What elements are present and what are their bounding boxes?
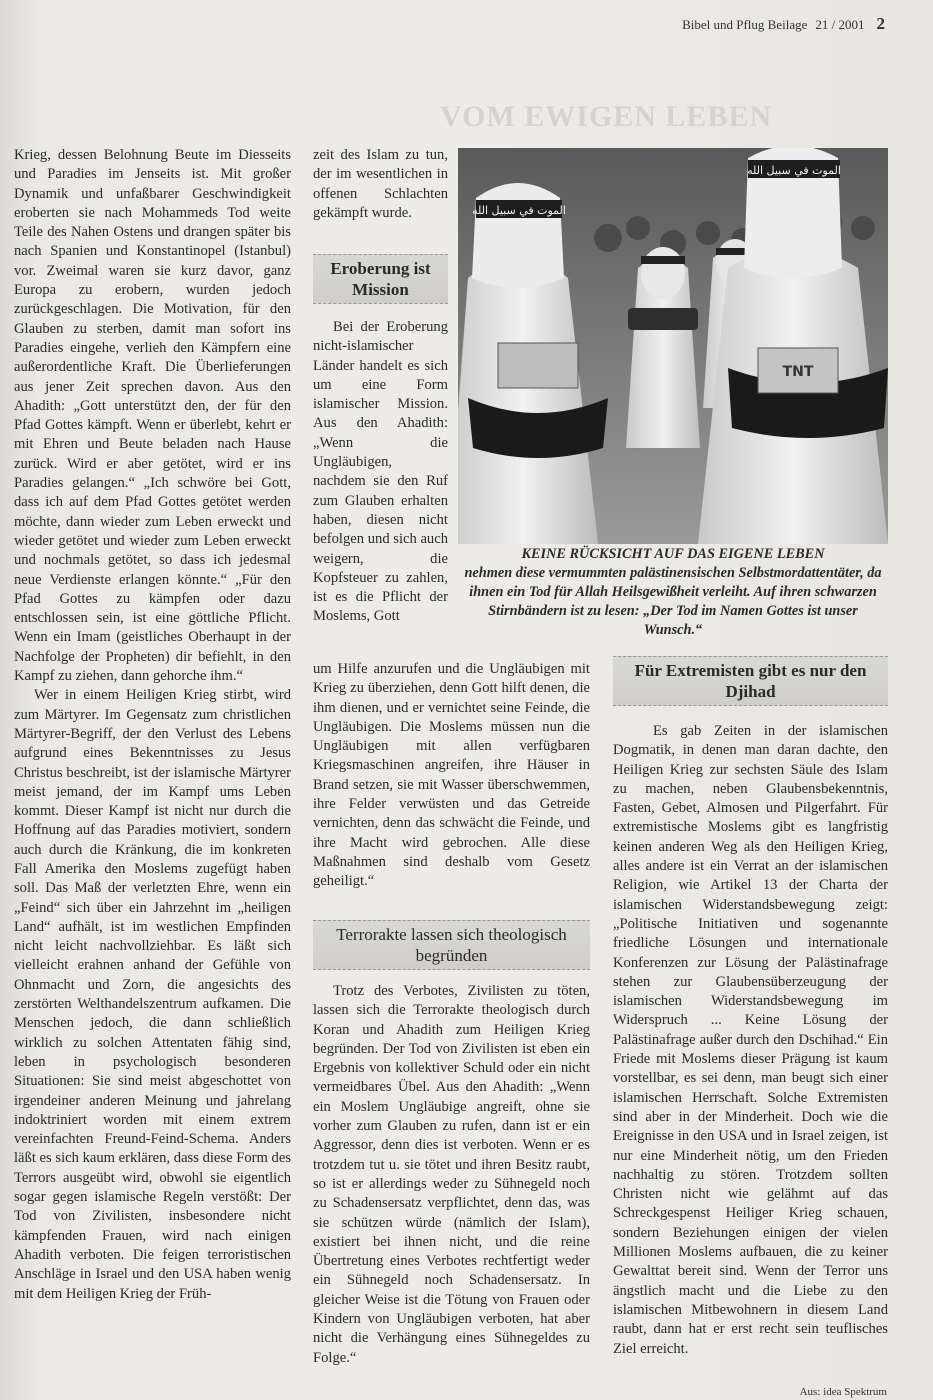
eroberung-paragraph-continued: um Hilfe anzurufen und die Ungläubigen mit Krieg zu überziehen, denn Gott hilft denen, die ihm dienen, und er vernichtet seine Feinde, die Ungläubigen. Die Moslems müssen nun die Ungläubigen mit allen verfügbaren Kriegsmaschinen angreifen, ihre Häuser in Brand setzen, sie mit Wasser überschwemmen, ihre Felder verwüsten und das Getreide vernichten, denn das schwächt die Feinde, und ihre Macht wird gebrochen. Alle diese Maßnahmen sind deshalb vom Gesetz geheiligt.“ — [313, 661, 590, 890]
column-1-paragraph-2: Wer in einem Heiligen Krieg stirbt, wird zum Märtyrer. Im Gegensatz zum christlichen Märtyrer-Begriff, der den Verlust des Lebens aufgrund eines Bekenntnisses zu Jesus Christus beschreibt, ist der islamische Märtyrer meist jemand, der im Kampf ums Leben kommt. Dieser Kampf ist nicht nur durch die Hoffnung auf das Paradies motiviert, sondern auch durch die Kränkung, die im konkreten Fall Amerika den Moslems zugefügt haben soll. Das Maß der verletzten Ehre, wenn ein „Feind“ sich über ein Jahrzehnt im „heiligen Land“ aufhält, ist im westlichen Empfinden nicht leicht nachvollziehbar. Es läßt sich vielleicht erahnen anhand der Gefühle von Ohnmacht und Zorn, die angesichts des zerstörten Welthandelszentrum aufkamen. Die Menschen jedoch, die dann schließlich wirklich zu solchen Attentaten fähig sind, leben in psychologisch besonderen Situationen: Sie sind meist abgeschottet von irgendeiner anderen Meinung und jahrelang indoktriniert worden mit einem extrem vereinfachten Freund-Feind-Schema. Anders läßt es sich kaum erklären, dass diese Form des Terrors ausgeübt wird, obwohl sie eigentlich sogar gegen islamische Regeln verstößt: Der Tod von Zivilisten, insbesondere nicht kämpfenden Frauen, wird nach einigen Ahadith verboten. Die feigen terroristischen Anschläge in Israel und den USA haben wenig mit dem Heiligen Krieg der Früh- — [14, 687, 291, 1302]
photo-illustration — [458, 148, 888, 544]
column-2-narrow — [313, 318, 448, 627]
section-heading-eroberung: Eroberung ist Mission — [313, 254, 448, 304]
section-heading-terrorakte: Terrorakte lassen sich theologisch begründen — [313, 920, 590, 970]
publication-name: Bibel und Pflug Beilage — [682, 17, 808, 32]
page-number: 2 — [876, 14, 885, 33]
section-heading-extremisten: Für Extremisten gibt es nur den Djihad — [613, 656, 888, 706]
headband-text-right: الموت في سبيل الله — [747, 164, 841, 177]
terrorakte-paragraph: Trotz des Verbotes, Zivilisten zu töten, lassen sich die Terrorakte theologisch durch Koran und Ahadith zum Heiligen Krieg begründen. Der Tod von Zivilisten ist eben ein Ergebnis von kollektiver Schuld oder ein nicht vermeidbares Übel. Aus den Ahadith: „Wenn ein Moslem Ungläubige angreift, ohne sie vorher zum Glauben zu rufen, dann ist er ein Aggressor, denn dies ist verboten. Wenn er es trotzdem tut u. sie tötet und ihren Besitz raubt, so ist er allerdings weder zu Sühnegeld noch zu Schadensersatz verpflichtet, denn das, was sie schützen würde (nämlich der Islam), existiert bei ihnen nicht, und die reine Übertretung eines Verbotes rechtfertigt weder ein Sühnegeld noch Schadensersatz. In gleicher Weise ist die Tötung von Frauen oder Kindern von Ungläubigen verboten, hat aber nicht die Verhängung eines Sühnegeldes zu Folge.“ — [313, 983, 590, 1366]
eroberung-paragraph-start: Bei der Eroberung nicht-islamischer Länder handelt es sich um eine Form islamischer Mission. Aus den Ahadith: „Wenn die Ungläubigen, nachdem sie den Ruf zum Glauben erhalten haben, diesen nicht befolgen und sich auch weigern, die Kopfsteuer zu zahlen, ist es die Pflicht der Moslems, Gott — [313, 319, 448, 625]
column-2-intro-text: zeit des Islam zu tun, der im wesentlichen in offenen Schlachten gekämpft wurde. — [313, 147, 448, 221]
caption-line-2: nehmen diese vermummten palästinensischen Selbstmordattentäter, da ihnen ein Tod für Allah Heilsgewißheit verleiht. Auf ihren schwarzen Stirnbändern ist zu lesen: „Der Tod im Namen Gottes ist unser Wunsch.“ — [464, 565, 882, 638]
column-2-lower — [313, 982, 590, 1368]
source-credit: Aus: idea Spektrum — [799, 1386, 887, 1398]
issue-number: 21 / 2001 — [815, 17, 865, 32]
show-through-title: VOM EWIGEN LEBEN — [440, 100, 773, 133]
column-1 — [14, 146, 291, 1400]
headband-text-left: الموت في سبيل الله — [472, 204, 566, 217]
column-2-wide — [313, 660, 590, 892]
photo-caption — [458, 545, 888, 640]
caption-line-1: KEINE RÜCKSICHT AUF DAS EIGENE LEBEN — [521, 546, 825, 562]
column-1-paragraph-1: Krieg, dessen Belohnung Beute im Diesseits und Paradies im Jenseits ist. Mit großer Dynamik und unfaßbarer Geschwindigkeit eroberten sie nach Mohammeds Tod weite Teile des Nahen Ostens und drangen später bis nach Spanien und Konstantinopel (Istanbul) vor. Zweimal waren sie kurz davor, ganz Europa zu erobern, wurden jedoch zurückgeschlagen. Die Motivation, für den Glauben zu sterben, damit man sofort ins Paradies eingehe, verlieh den Kämpfern eine außerordentliche Kraft. Die Überlieferungen aus jener Zeit sprechen davon. Aus den Ahadith: „Gott unterstützt den, der für den Pfad Gottes kämpft. Wenn er überlebt, kehrt er mit Ehren und Beute beladen nach Hause zurück. Wird er aber getötet, wird er ins Paradies gelangen.“ „Ich schwöre bei Gott, dass ich auf dem Pfad Gottes getötet werden möchte, dann wieder zum Leben erweckt und wieder getötet und wieder zum Leben erweckt und nochmals getötet, so dass ich jedesmal neue Verdienste erlangen könnte.“ „Für den Pfad Gottes zu kämpfen oder dazu entschlossen sein, ist eine göttliche Pflicht. Wenn ein Imam (geistliches Oberhaupt in der Nachfolge der Propheten) dir befiehlt, in den Kampf zu ziehen, dann gehorche ihm.“ — [14, 147, 291, 685]
box-label: TNT — [782, 364, 814, 380]
extremisten-paragraph: Es gab Zeiten in der islamischen Dogmatik, in denen man daran dachte, den Heiligen Krieg zur sechsten Säule des Islam zu machen, neben Glaubensbekenntnis, Fasten, Gebet, Almosen und Pilgerfahrt. Für extremistische Moslems gibt es langfristig keinen anderen Weg als den Heiligen Krieg, alles andere ist ein Verrat an der islamischen Religion, wie Artikel 13 der Charta der islamischen Widerstandsbewegung zeigt: „Politische Initiativen und sogenannte friedliche Lösungen und internationale Konferenzen zur Lösung der Palästinafrage stehen zur Glaubensüberzeugung der islamischen Widerstandsbewegung im Widerspruch ... Keine Lösung der Palästinafrage außer durch den Dschihad.“ Ein Friede mit Moslems dieser Prägung ist kaum vorstellbar, es sei denn, man beugt sich einer islamischen Herrschaft. Solche Extremisten sind aber in der Minderheit. Doch wie die Ereignisse in den USA und in Israel zeigen, ist nur eine Minderheit nötig, um den Frieden nachhaltig zu stören. Trotzdem sollten Christen nicht wie gelähmt auf das Schreckgespenst Heiliger Krieg schauen, sondern Beziehungen einigen der vielen Millionen Moslems aufbauen, die zu keiner Gewalttat bereit sind. Wenn der Terror uns ängstlich macht und die Liebe zu den islamischen Mitbewohnern in diesem Land raubt, dann hat er erst recht sein teuflisches Ziel erreicht. — [613, 723, 888, 1357]
page-header — [682, 14, 885, 34]
column-2-intro — [313, 146, 448, 223]
news-photo — [458, 148, 888, 544]
column-3 — [613, 722, 888, 1359]
